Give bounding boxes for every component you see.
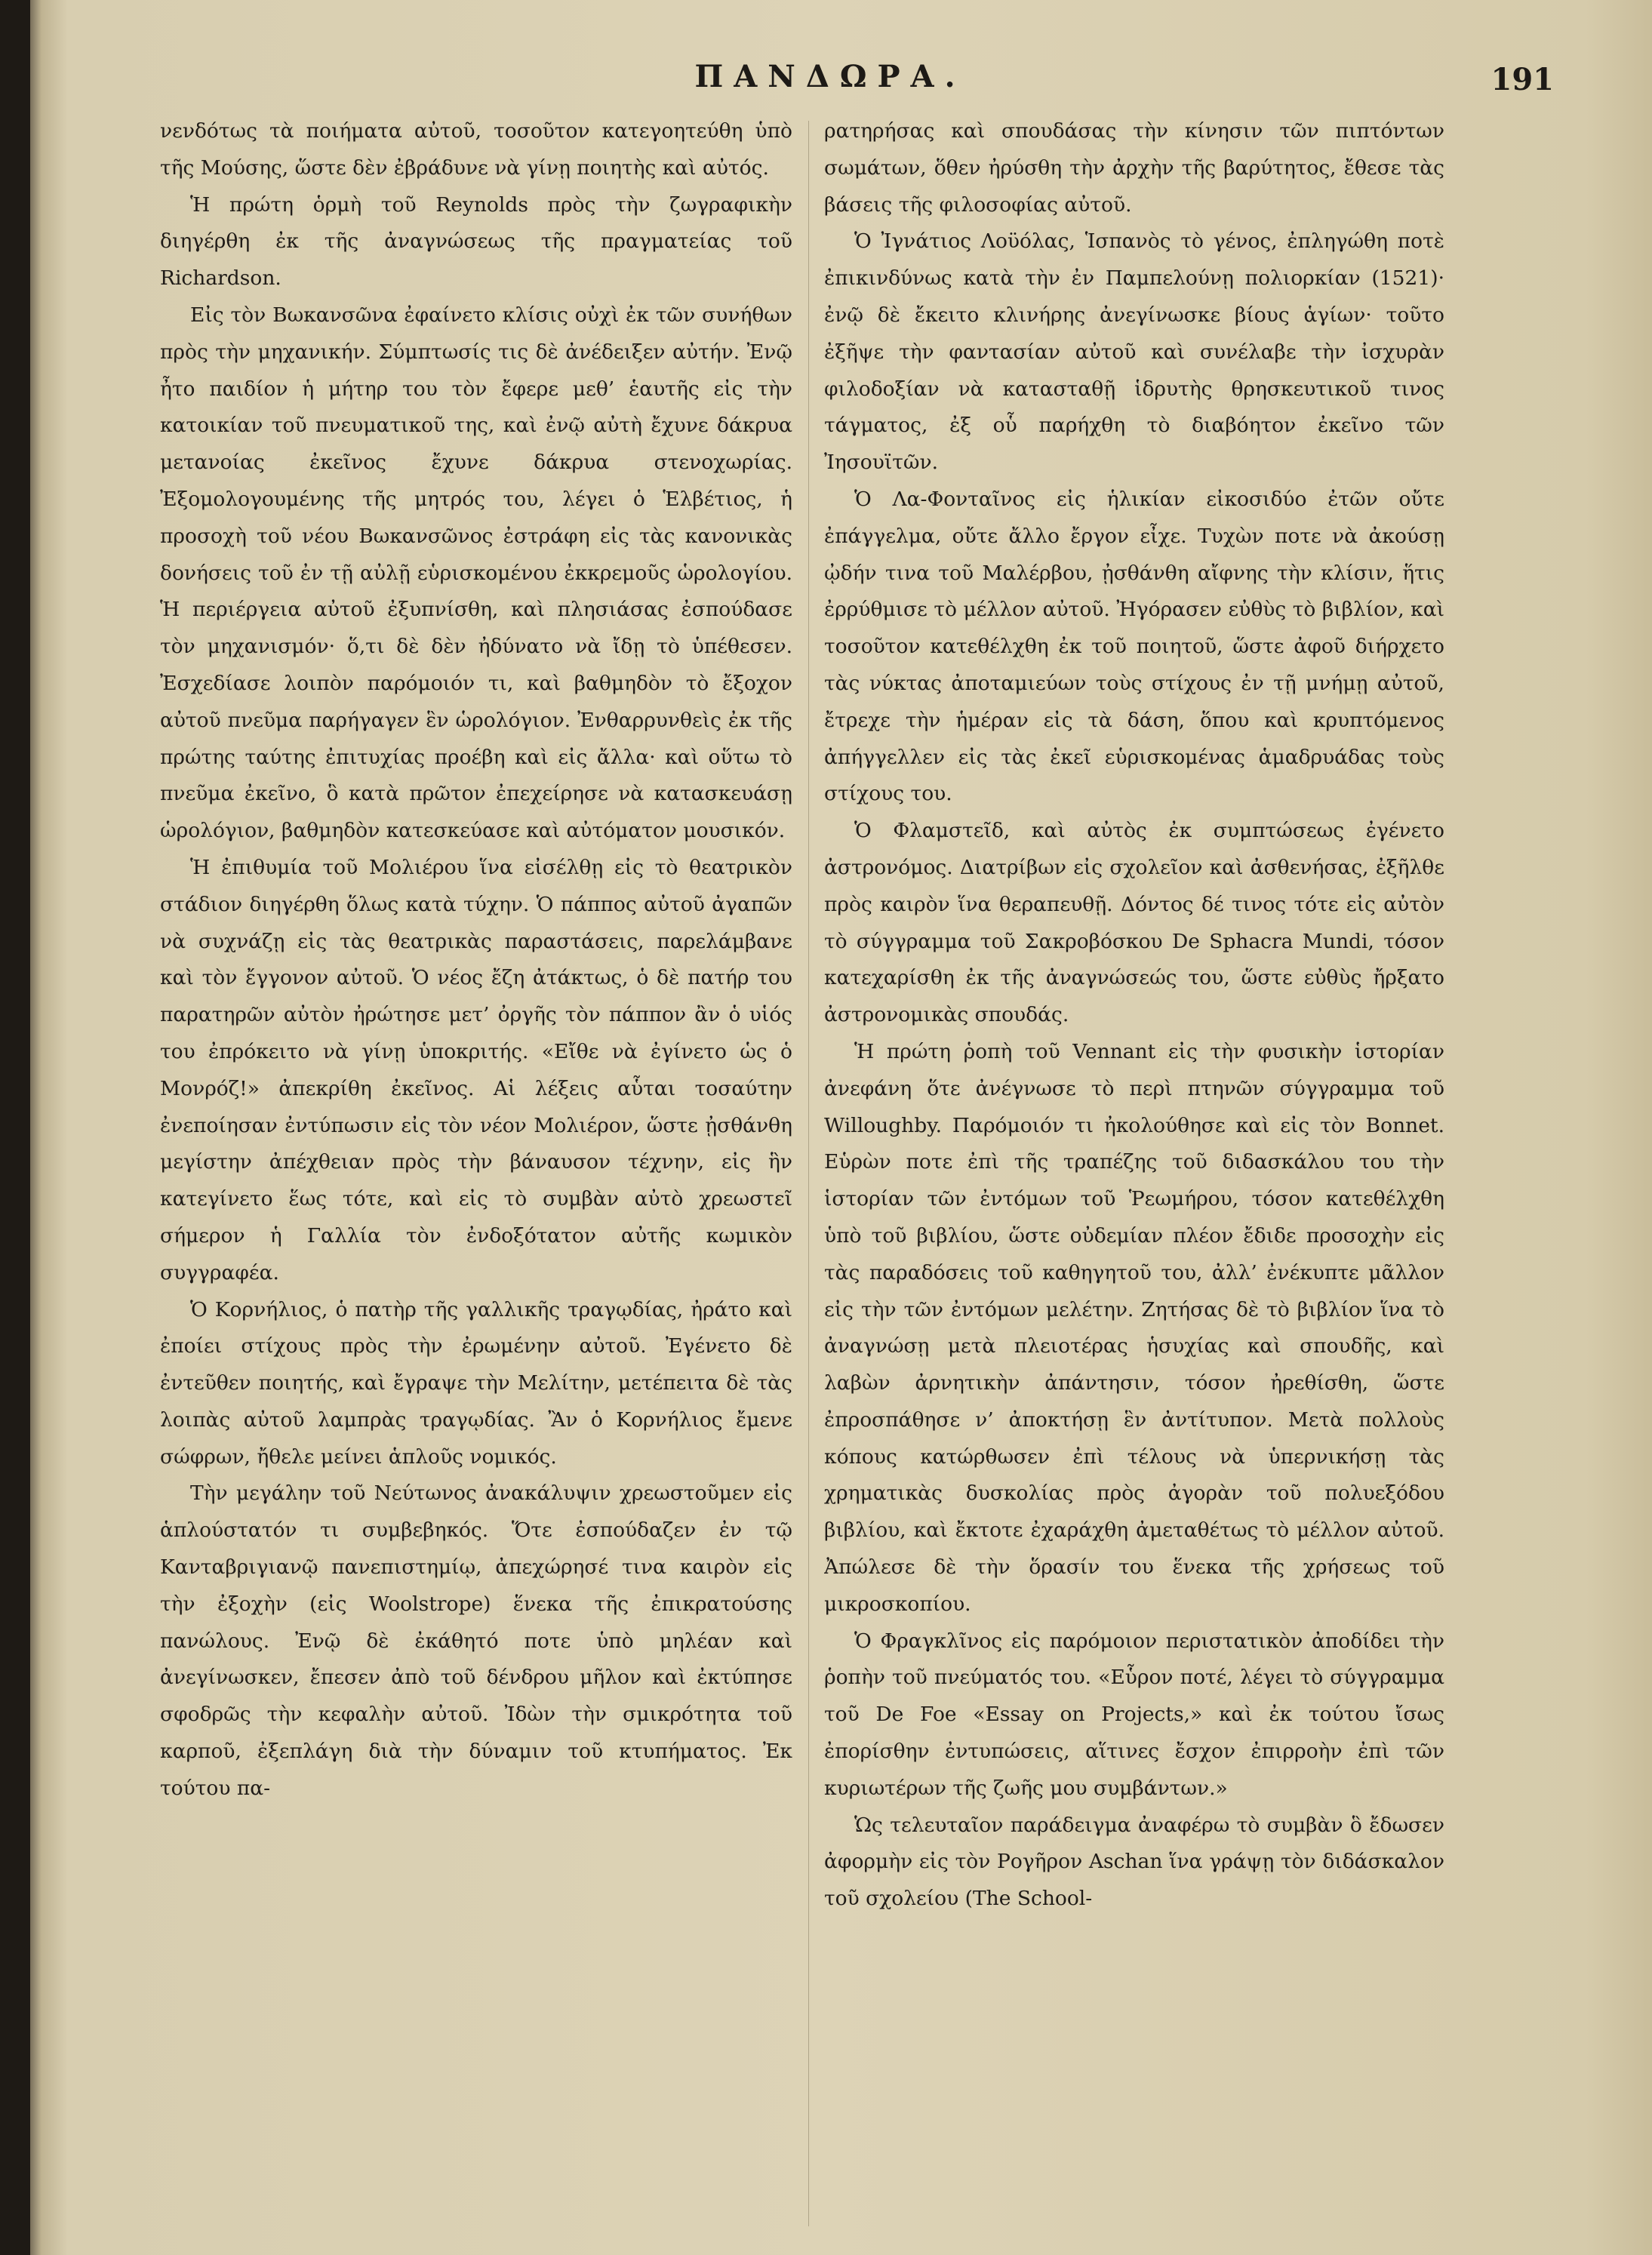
paragraph: Ἡ ἐπιθυμία τοῦ Μολιέρου ἵνα εἰσέλθῃ εἰς τὸ θεατρικὸν στάδιον διηγέρθη ὅλως κατὰ τύχην. Ὁ πάππος αὐτοῦ ἀγαπῶν νὰ συχνάζῃ εἰς τὰς θεατρικὰς παραστάσεις, παρελάμβανε καὶ τὸν ἔγγονον αὐτοῦ. Ὁ νέος ἔζη ἀτάκτως, ὁ δὲ πατήρ του παρατηρῶν αὐτὸν ἠρώτησε μετ’ ὀργῆς τὸν πάππον ἂν ὁ υἱός του ἐπρόκειτο νὰ γίνῃ ὑποκριτής. «Εἴθε νὰ ἐγίνετο ὡς ὁ Μονρόζ!» ἀπεκρίθη ἐκεῖνος. Αἱ λέξεις αὗται τοσαύτην ἐνεποίησαν ἐντύπωσιν εἰς τὸν νέον Μολιέρον, ὥστε ᾐσθάνθη μεγίστην ἀπέχθειαν πρὸς τὴν βάναυσον τέχνην, εἰς ἣν κατεγίνετο ἕως τότε, καὶ εἰς τὸ συμβὰν αὐτὸ χρεωστεῖ σήμερον ἡ Γαλλία τὸν ἐνδοξότατον αὐτῆς κωμικὸν συγγραφέα. — [160, 855, 792, 1284]
paragraph: Ἡ πρώτη ὁρμὴ τοῦ Reynolds πρὸς τὴν ζωγραφικὴν διηγέρθη ἐκ τῆς ἀναγνώσεως τῆς πραγματείας τοῦ Richardson. — [160, 192, 792, 291]
paragraph: Ὁ Ἰγνάτιος Λοϋόλας, Ἱσπανὸς τὸ γένος, ἐπληγώθη ποτὲ ἐπικινδύνως κατὰ τὴν ἐν Παμπελούνῃ πολιορκίαν (1521)· ἐνῷ δὲ ἔκειτο κλινήρης ἀνεγίνωσκε βίους ἁγίων· τοῦτο ἐξῆψε τὴν φαντασίαν αὐτοῦ καὶ συνέλαβε τὴν ἰσχυρὰν φιλοδοξίαν νὰ κατασταθῇ ἱδρυτὴς θρησκευτικοῦ τινος τάγματος, ἐξ οὗ παρήχθη τὸ διαβόητον ἐκεῖνο τῶν Ἰησουϊτῶν. — [824, 229, 1444, 475]
paragraph: Εἰς τὸν Βωκανσῶνα ἐφαίνετο κλίσις οὐχὶ ἐκ τῶν συνήθων πρὸς τὴν μηχανικήν. Σύμπτωσίς τις δὲ ἀνέδειξεν αὐτήν. Ἐνῷ ἦτο παιδίον ἡ μήτηρ του τὸν ἔφερε μεθ’ ἑαυτῆς εἰς τὴν κατοικίαν τοῦ πνευματικοῦ της, καὶ ἐνῷ αὐτὴ ἔχυνε δάκρυα μετανοίας ἐκεῖνος ἔχυνε δάκρυα στενοχωρίας. Ἐξομολογουμένης τῆς μητρός του, λέγει ὁ Ἑλβέτιος, ἡ προσοχὴ τοῦ νέου Βωκανσῶνος ἐστράφη εἰς τὰς κανονικὰς δονήσεις τοῦ ἐν τῇ αὐλῇ εὑρισκομένου ἐκκρεμοῦς ὡρολογίου. Ἡ περιέργεια αὐτοῦ ἐξυπνίσθη, καὶ πλησιάσας ἐσπούδασε τὸν μηχανισμόν· ὅ,τι δὲ δὲν ἠδύνατο νὰ ἴδῃ τὸ ὑπέθεσεν. Ἐσχεδίασε λοιπὸν παρόμοιόν τι, καὶ βαθμηδὸν τὸ ἔξοχον αὐτοῦ πνεῦμα παρήγαγεν ἓν ὡρολόγιον. Ἐνθαρρυνθεὶς ἐκ τῆς πρώτης ταύτης ἐπιτυχίας προέβη καὶ εἰς ἄλλα· καὶ οὕτω τὸ πνεῦμα ἐκεῖνο, ὃ κατὰ πρῶτον ἐπεχείρησε νὰ κατασκευάσῃ ὡρολόγιον, βαθμηδὸν κατεσκεύασε καὶ αὐτόματον μουσικόν. — [160, 303, 792, 843]
journal-title: ΠΑΝΔΩΡΑ. — [694, 59, 966, 94]
column-divider — [808, 121, 809, 2226]
paragraph: Ὁ Κορνήλιος, ὁ πατὴρ τῆς γαλλικῆς τραγῳδίας, ἠράτο καὶ ἐποίει στίχους πρὸς τὴν ἐρωμένην αὐτοῦ. Ἐγένετο δὲ ἐντεῦθεν ποιητής, καὶ ἔγραψε τὴν Μελίτην, μετέπειτα δὲ τὰς λοιπὰς αὐτοῦ λαμπρὰς τραγῳδίας. Ἂν ὁ Κορνήλιος ἔμενε σώφρων, ἤθελε μείνει ἁπλοῦς νομικός. — [160, 1297, 792, 1469]
paragraph: Ἡ πρώτη ῥοπὴ τοῦ Vennant εἰς τὴν φυσικὴν ἱστορίαν ἀνεφάνη ὅτε ἀνέγνωσε τὸ περὶ πτηνῶν σύγγραμμα τοῦ Willoughby. Παρόμοιόν τι ἠκολούθησε καὶ εἰς τὸν Bonnet. Εὑρὼν ποτε ἐπὶ τῆς τραπέζης τοῦ διδασκάλου του τὴν ἱστορίαν τῶν ἐντόμων τοῦ Ῥεωμήρου, τόσον κατεθέλχθη ὑπὸ τοῦ βιβλίου, ὥστε οὐδεμίαν πλέον ἔδιδε προσοχὴν εἰς τὰς παραδόσεις τοῦ καθηγητοῦ του, ἀλλ’ ἐνέκυπτε μᾶλλον εἰς τὴν τῶν ἐντόμων μελέτην. Ζητήσας δὲ τὸ βιβλίον ἵνα τὸ ἀναγνώσῃ μετὰ πλειοτέρας ἡσυχίας καὶ σπουδῆς, καὶ λαβὼν ἀρνητικὴν ἀπάντησιν, τόσον ἠρεθίσθη, ὥστε ἐπροσπάθησε ν’ ἀποκτήσῃ ἓν ἀντίτυπον. Μετὰ πολλοὺς κόπους κατώρθωσεν ἐπὶ τέλους νὰ ὑπερνικήσῃ τὰς χρηματικὰς δυσκολίας πρὸς ἀγορὰν τοῦ πολυεξόδου βιβλίου, καὶ ἔκτοτε ἐχαράχθη ἀμεταθέτως τὸ μέλλον αὐτοῦ. Ἀπώλεσε δὲ τὴν ὅρασίν του ἕνεκα τῆς χρήσεως τοῦ μικροσκοπίου. — [824, 1039, 1444, 1616]
right-column — [824, 113, 1444, 2226]
paragraph: Ὁ Φραγκλῖνος εἰς παρόμοιον περιστατικὸν ἀποδίδει τὴν ῥοπὴν τοῦ πνεύματός του. «Εὗρον ποτέ, λέγει τὸ σύγγραμμα τοῦ De Foe «Essay on Projects,» καὶ ἐκ τούτου ἴσως ἐπορίσθην ἐντυπώσεις, αἵτινες ἔσχον ἐπιρροὴν ἐπὶ τῶν κυριωτέρων τῆς ζωῆς μου συμβάντων.» — [824, 1629, 1444, 1800]
paragraph: Τὴν μεγάλην τοῦ Νεύτωνος ἀνακάλυψιν χρεωστοῦμεν εἰς ἁπλούστατόν τι συμβεβηκός. Ὅτε ἐσπούδαζεν ἐν τῷ Κανταβριγιανῷ πανεπιστημίῳ, ἀπεχώρησέ τινα καιρὸν εἰς τὴν ἐξοχὴν (εἰς Woolstrope) ἕνεκα τῆς ἐπικρατούσης πανώλους. Ἐνῷ δὲ ἐκάθητό ποτε ὑπὸ μηλέαν καὶ ἀνεγίνωσκεν, ἔπεσεν ἀπὸ τοῦ δένδρου μῆλον καὶ ἐκτύπησε σφοδρῶς τὴν κεφαλὴν αὐτοῦ. Ἰδὼν τὴν σμικρότητα τοῦ καρποῦ, ἐξεπλάγη διὰ τὴν δύναμιν τοῦ κτυπήματος. Ἐκ τούτου πα- — [160, 1481, 792, 1800]
left-column — [160, 113, 792, 2226]
paragraph: Ὡς τελευταῖον παράδειγμα ἀναφέρω τὸ συμβὰν ὃ ἔδωσεν ἀφορμὴν εἰς τὸν Ρογῆρον Aschan ἵνα γράψῃ τὸν διδάσκαλον τοῦ σχολείου (The School- — [824, 1813, 1444, 1911]
page-number: 191 — [1490, 62, 1554, 97]
paragraph: Ὁ Λα-Φονταῖνος εἰς ἡλικίαν εἰκοσιδύο ἐτῶν οὔτε ἐπάγγελμα, οὔτε ἄλλο ἔργον εἶχε. Τυχὼν ποτε νὰ ἀκούσῃ ᾠδήν τινα τοῦ Μαλέρβου, ᾐσθάνθη αἴφνης τὴν κλίσιν, ἥτις ἐρρύθμισε τὸ μέλλον αὐτοῦ. Ἠγόρασεν εὐθὺς τὸ βιβλίον, καὶ τοσοῦτον κατεθέλχθη ἐκ τοῦ ποιητοῦ, ὥστε ἀφοῦ διήρχετο τὰς νύκτας ἀποταμιεύων τοὺς στίχους ἐν τῇ μνήμῃ αὐτοῦ, ἔτρεχε τὴν ἡμέραν εἰς τὰ δάση, ὅπου καὶ κρυπτόμενος ἀπήγγελλεν εἰς τὰς ἐκεῖ εὑρισκομένας ἁμαδρυάδας τοὺς στίχους του. — [824, 487, 1444, 806]
running-header — [0, 59, 1652, 112]
paragraph: νενδότως τὰ ποιήματα αὐτοῦ, τοσοῦτον κατεγοητεύθη ὑπὸ τῆς Μούσης, ὥστε δὲν ἐβράδυνε νὰ γίνῃ ποιητὴς καὶ αὐτός. — [160, 119, 792, 180]
paragraph: Ὁ Φλαμστεῖδ, καὶ αὐτὸς ἐκ συμπτώσεως ἐγένετο ἀστρονόμος. Διατρίβων εἰς σχολεῖον καὶ ἀσθενήσας, ἐξῆλθε πρὸς καιρὸν ἵνα θεραπευθῇ. Δόντος δέ τινος τότε εἰς αὐτὸν τὸ σύγγραμμα τοῦ Σακροβόσκου De Sphacra Mundi, τόσον κατεχαρίσθη ἐκ τῆς ἀναγνώσεώς του, ὥστε εὐθὺς ἤρξατο ἀστρονομικὰς σπουδάς. — [824, 819, 1444, 1027]
book-spine — [0, 0, 30, 2255]
paragraph: ρατηρήσας καὶ σπουδάσας τὴν κίνησιν τῶν πιπτόντων σωμάτων, ὅθεν ἠρύσθη τὴν ἀρχὴν τῆς βαρύτητος, ἔθεσε τὰς βάσεις τῆς φιλοσοφίας αὐτοῦ. — [824, 119, 1444, 217]
